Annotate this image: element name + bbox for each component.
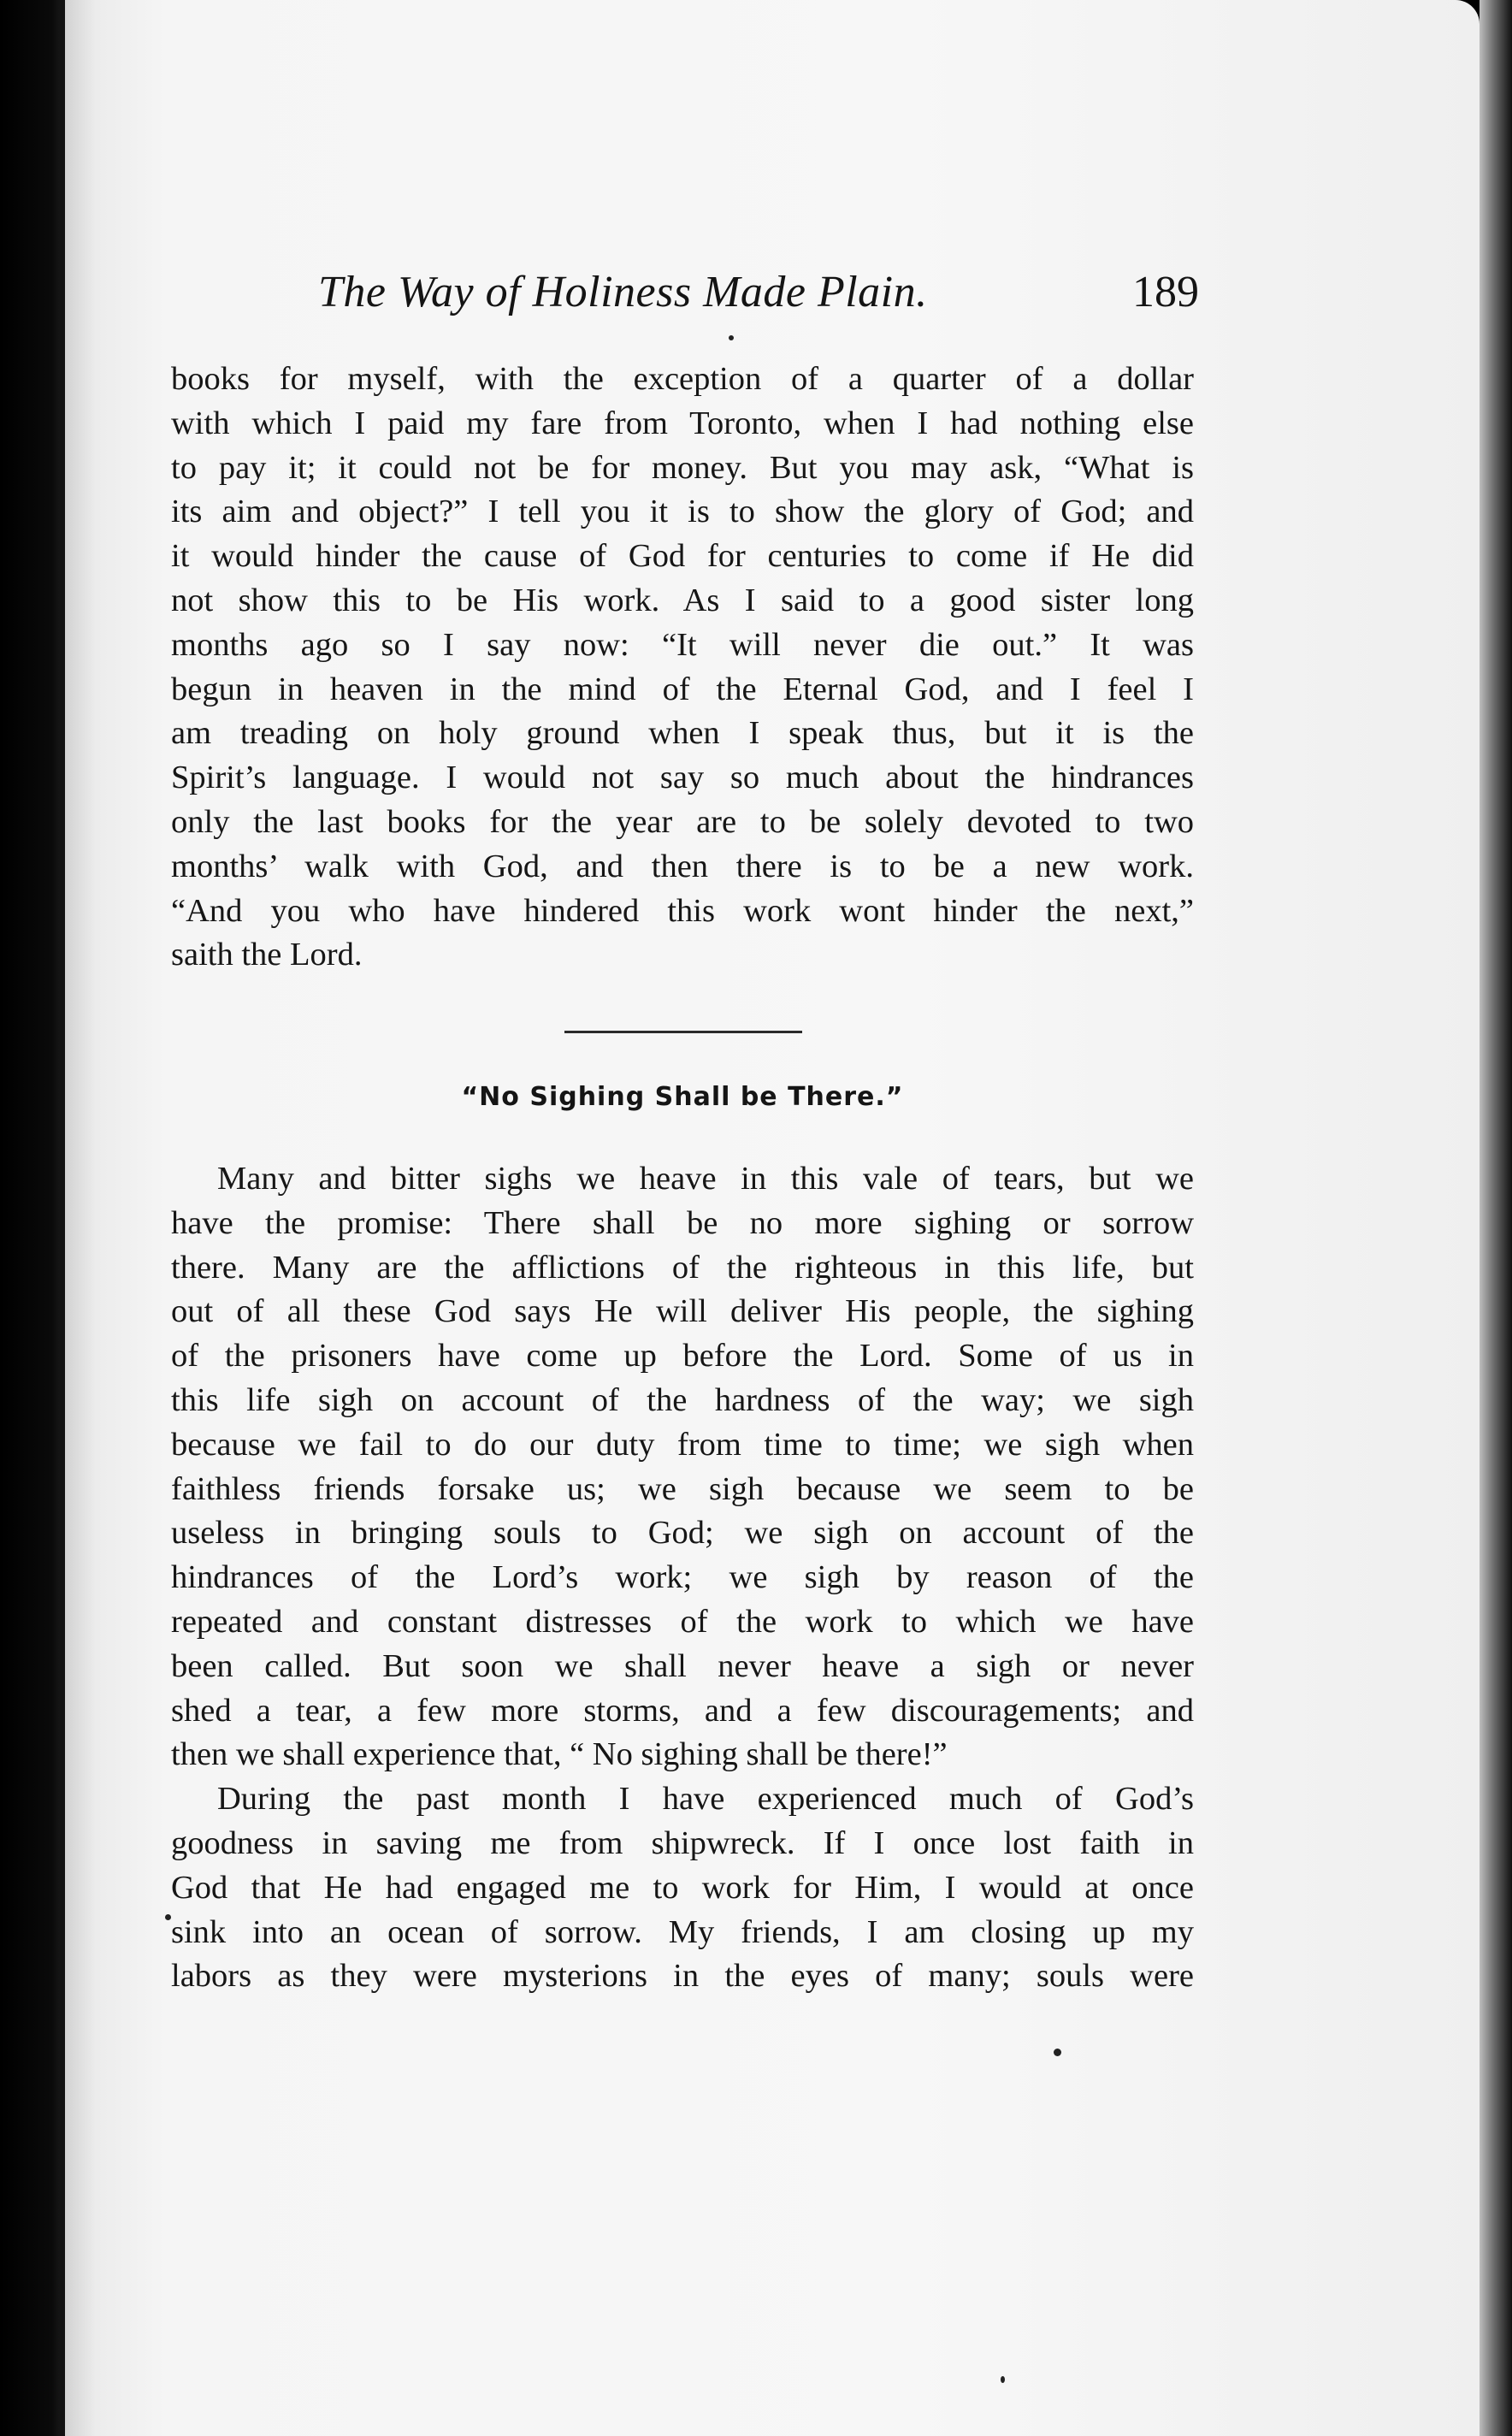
text-line: labors as they were mysterions in the eyes of many; souls were — [171, 1958, 1194, 1995]
text-line: useless in bringing souls to God; we sigh on account of the — [171, 1515, 1194, 1552]
text-line: its aim and object?” I tell you it is to show the glory of God; and — [171, 494, 1194, 530]
text-line: out of all these God says He will deliver His people, the sighing — [171, 1293, 1194, 1330]
page-number: 189 — [1132, 268, 1199, 316]
ink-speck — [1001, 2376, 1005, 2383]
text-line: this life sigh on account of the hardness of the way; we sigh — [171, 1381, 1194, 1418]
text-line: of the prisoners have come up before the Lord. Some of us in — [171, 1338, 1194, 1375]
text-line: there. Many are the afflictions of the righteous in this life, but — [171, 1249, 1194, 1286]
text-line: begun in heaven in the mind of the Eternal God, and I feel I — [171, 671, 1194, 707]
text-line: months’ walk with God, and then there is to be a new work. — [171, 848, 1194, 884]
text-line: goodness in saving me from shipwreck. If I once lost faith in — [171, 1824, 1194, 1861]
text-line: with which I paid my fare from Toronto, when I had nothing else — [171, 405, 1194, 441]
text-line: repeated and constant distresses of the work to which we have — [171, 1603, 1194, 1640]
text-line: then we shall experience that, “ No sighing shall be there!” — [171, 1736, 948, 1773]
paragraph-2 — [171, 1157, 1194, 1777]
ink-speck — [165, 1914, 171, 1920]
text-line: sink into an ocean of sorrow. My friends, I am closing up my — [171, 1913, 1194, 1950]
text-line: hindrances of the Lord’s work; we sigh by reason of the — [171, 1559, 1194, 1596]
page-header — [318, 267, 1199, 335]
text-line: books for myself, with the exception of a quarter of a dollar — [171, 361, 1194, 397]
text-line: saith the Lord. — [171, 937, 363, 973]
paragraph-1 — [171, 358, 1194, 978]
text-line: shed a tear, a few more storms, and a few discouragements; and — [171, 1692, 1194, 1729]
text-line: only the last books for the year are to be solely devoted to two — [171, 803, 1194, 840]
text-line: because we fail to do our duty from time to time; we sigh when — [171, 1426, 1194, 1463]
section-divider — [564, 1031, 802, 1033]
running-title: The Way of Holiness Made Plain. — [318, 268, 928, 316]
text-line: to pay it; it could not be for money. But you may ask, “What is — [171, 449, 1194, 486]
text-line: have the promise: There shall be no more sighing or sorrow — [171, 1204, 1194, 1241]
section-body — [171, 1157, 1194, 1999]
text-line: it would hinder the cause of God for centuries to come if He did — [171, 538, 1194, 575]
page-edge-shadow — [1480, 0, 1512, 2436]
text-line: During the past month I have experienced much of God’s — [217, 1781, 1194, 1818]
text-line: Spirit’s language. I would not say so much about the hindrances — [171, 760, 1194, 796]
ink-speck — [1054, 2049, 1061, 2056]
text-line: faithless friends forsake us; we sigh because we seem to be — [171, 1470, 1194, 1507]
text-line: not show this to be His work. As I said to a good sister long — [171, 582, 1194, 618]
ink-speck — [729, 335, 734, 340]
text-line: “And you who have hindered this work wont hinder the next,” — [171, 892, 1194, 929]
paragraph-3 — [171, 1777, 1194, 1999]
binding-edge — [60, 0, 65, 2436]
text-line: Many and bitter sighs we heave in this vale of tears, but we — [217, 1161, 1194, 1197]
text-line: months ago so I say now: “It will never die out.” It was — [171, 626, 1194, 663]
section-heading: “No Sighing Shall be There.” — [461, 1082, 904, 1112]
text-line: been called. But soon we shall never heave a sigh or never — [171, 1647, 1194, 1684]
text-line: am treading on holy ground when I speak thus, but it is the — [171, 715, 1194, 752]
text-line: God that He had engaged me to work for Him, I would at once — [171, 1869, 1194, 1906]
